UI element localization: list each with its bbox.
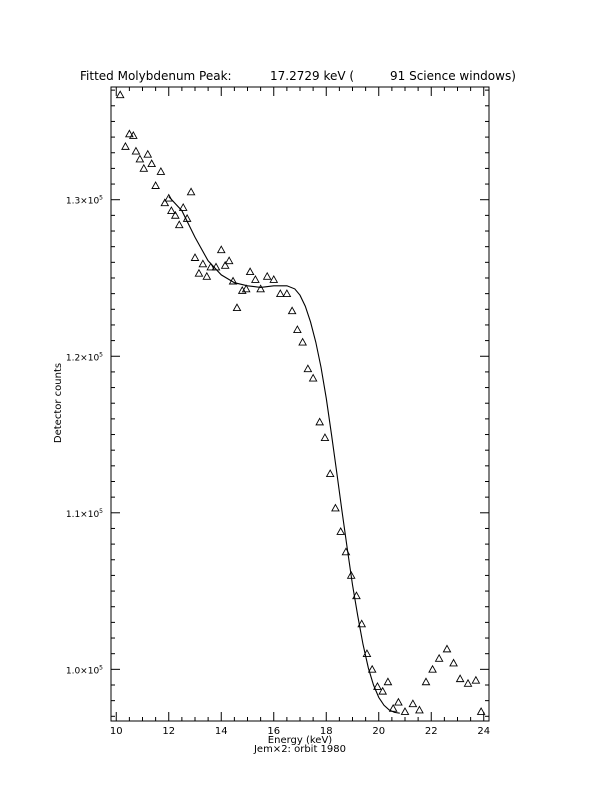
x-tick-label: 14 — [214, 726, 228, 737]
y-tick-label: $1.3\times 10^5$ — [65, 194, 103, 207]
data-point — [304, 365, 311, 371]
data-point — [136, 155, 143, 161]
chart-title-left: Fitted Molybdenum Peak: — [80, 69, 232, 83]
data-point — [299, 339, 306, 345]
data-point — [187, 188, 194, 194]
x-axis-label: Energy (keV) — [267, 735, 333, 746]
x-tick-label: 18 — [319, 726, 333, 737]
x-tick-label: 10 — [109, 726, 123, 737]
data-point — [472, 677, 479, 683]
data-point — [321, 434, 328, 440]
data-point — [277, 290, 284, 296]
data-point — [337, 528, 344, 534]
data-point — [384, 678, 391, 684]
data-point — [203, 273, 210, 279]
data-point — [436, 655, 443, 661]
data-point — [176, 221, 183, 227]
data-point — [450, 659, 457, 665]
data-point — [152, 182, 159, 188]
data-point — [195, 270, 202, 276]
x-tick-label: 22 — [424, 726, 438, 737]
data-points-layer — [117, 91, 485, 714]
data-point — [443, 645, 450, 651]
x-tick-label: 24 — [477, 726, 491, 737]
y-tick-label: $1.1\times 10^5$ — [65, 507, 103, 520]
y-tick-label: $1.0\times 10^5$ — [65, 664, 103, 677]
data-point — [168, 207, 175, 213]
plot-border — [111, 87, 489, 721]
data-point — [464, 680, 471, 686]
data-point — [247, 268, 254, 274]
x-tick-label: 16 — [267, 726, 281, 737]
data-point — [191, 254, 198, 260]
data-point — [457, 675, 464, 681]
y-axis-label: Detector counts — [53, 362, 64, 444]
data-point — [401, 708, 408, 714]
data-point — [140, 165, 147, 171]
fit-curve-layer — [169, 197, 400, 714]
data-point — [161, 199, 168, 205]
data-point — [233, 304, 240, 310]
data-point — [264, 273, 271, 279]
data-point — [327, 470, 334, 476]
chart-title-right: 91 Science windows) — [390, 69, 516, 83]
footer-label: Jem×2: orbit 1980 — [253, 744, 347, 755]
x-tick-label: 12 — [162, 726, 176, 737]
x-axis — [110, 87, 490, 737]
chart-title-energy: 17.2729 keV ( — [270, 69, 355, 83]
data-point — [144, 151, 151, 157]
data-point — [122, 143, 129, 149]
data-point — [226, 257, 233, 263]
data-point — [422, 678, 429, 684]
data-point — [157, 168, 164, 174]
x-tick-label: 20 — [372, 726, 386, 737]
fit-curve — [169, 197, 400, 714]
data-point — [416, 706, 423, 712]
data-point — [252, 276, 259, 282]
plot-frame — [111, 87, 489, 721]
data-point — [117, 91, 124, 97]
data-point — [283, 290, 290, 296]
data-point — [257, 285, 264, 291]
data-point — [310, 375, 317, 381]
data-point — [148, 160, 155, 166]
data-point — [199, 260, 206, 266]
data-point — [395, 699, 402, 705]
data-point — [172, 212, 179, 218]
data-point — [316, 418, 323, 424]
data-point — [218, 246, 225, 252]
data-point — [132, 148, 139, 154]
data-point — [332, 505, 339, 511]
data-point — [429, 666, 436, 672]
data-point — [289, 307, 296, 313]
data-point — [409, 700, 416, 706]
data-point — [294, 326, 301, 332]
y-axis — [66, 90, 489, 716]
data-point — [222, 262, 229, 268]
y-tick-label: $1.2\times 10^5$ — [65, 351, 103, 364]
